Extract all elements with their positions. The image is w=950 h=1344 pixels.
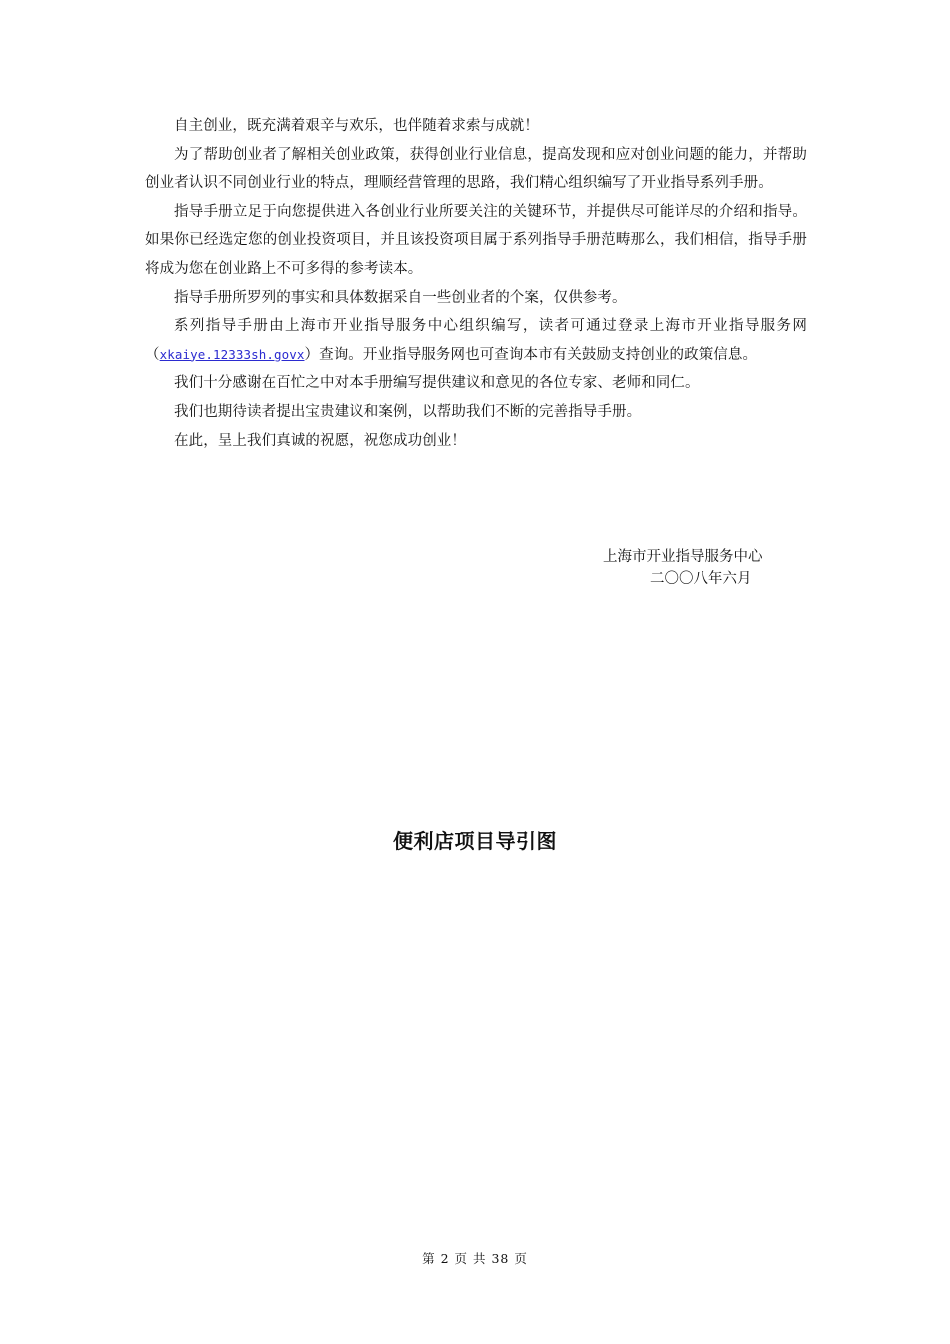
- section-title: 便利店项目导引图: [393, 829, 557, 853]
- paragraph-6: 我们十分感谢在百忙之中对本手册编写提供建议和意见的各位专家、老师和同仁。: [174, 375, 700, 392]
- paragraph-8: 在此，呈上我们真诚的祝愿，祝您成功创业！: [174, 432, 466, 449]
- signature-date: 二〇〇八年六月: [650, 571, 752, 587]
- paragraph-5: [145, 312, 807, 369]
- page-footer: 第 2 页 共 38 页: [422, 1251, 528, 1266]
- paragraph-1: 自主创业，既充满着艰辛与欢乐，也伴随着求索与成就！: [174, 118, 539, 134]
- paragraph-2: 为了帮助创业者了解相关创业政策，获得创业行业信息，提高发现和应对创业问题的能力，并帮助创业者认识不同创业行业的特点，理顺经营管理的思路，我们精心组织编写了开业指导系列手册。: [145, 146, 807, 192]
- signature-block: [603, 546, 763, 590]
- website-link[interactable]: xkaiye.12333sh.govx: [159, 346, 305, 362]
- paragraph-3: 指导手册立足于向您提供进入各创业行业所要关注的关键环节，并提供尽可能详尽的介绍和指导。如果你已经选定您的创业投资项目，并且该投资项目属于系列指导手册范畴那么，我们相信，指导手册将成为您在创业路上不可多得的参考读本。: [145, 203, 807, 277]
- paragraph-4: 指导手册所罗列的事实和具体数据采自一些创业者的个案，仅供参考。: [174, 289, 627, 306]
- signature-organization: 上海市开业指导服务中心: [603, 549, 763, 565]
- paragraph-5-text-before: 系列指导手册由上海市开业指导服务中心组织编写，读者可通过登录上海市开业指导服务网（: [145, 318, 807, 363]
- paragraph-5-text-after: ）查询。开业指导服务网也可查询本市有关鼓励支持创业的政策信息。: [304, 346, 758, 363]
- preface-body: [145, 112, 807, 455]
- paragraph-7: 我们也期待读者提出宝贵建议和案例，以帮助我们不断的完善指导手册。: [174, 403, 642, 420]
